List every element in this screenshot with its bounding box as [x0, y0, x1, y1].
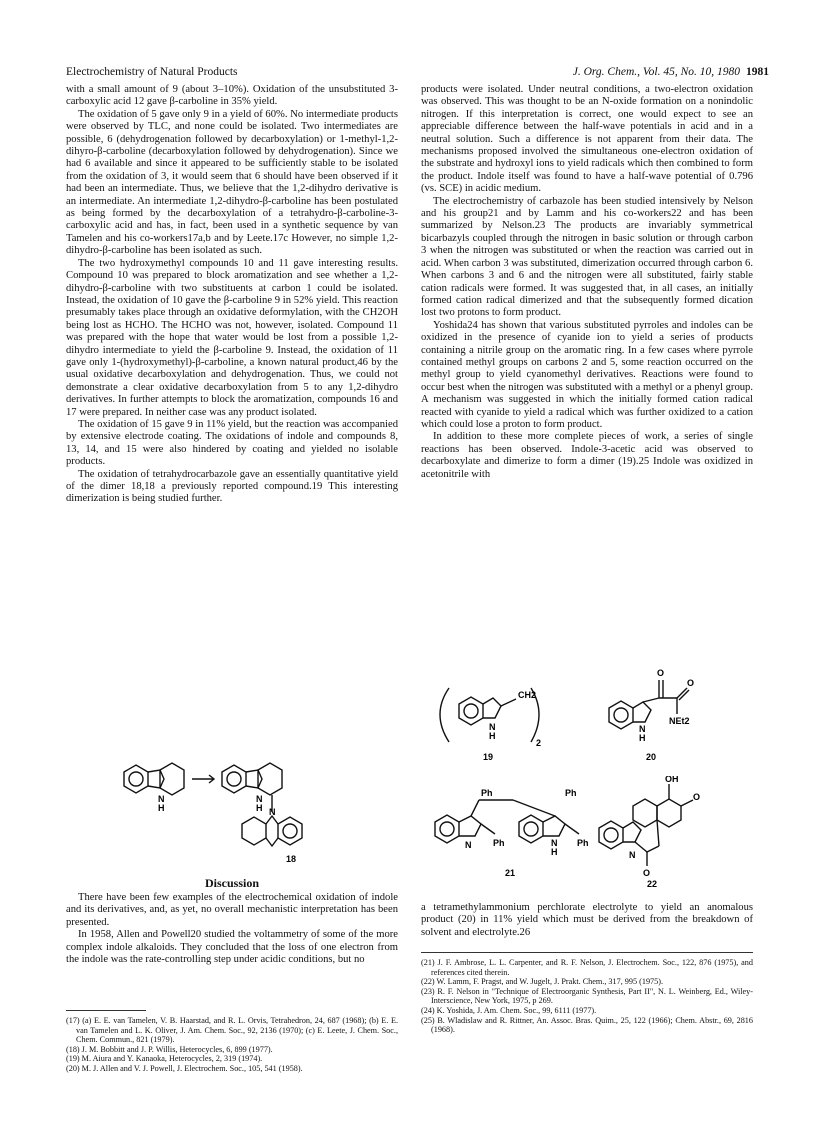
footnote: (17) (a) E. E. van Tamelen, V. B. Haarstad, and R. L. Orvis, Tetrahedron, 24, 687 (1968); (b) E. E. van Tamelen and L. K. Oliver, J. Am. Chem. Soc., 92, 2136 (1970); (c) E. Leete, J. Chem. Soc., Chem. Commun., 821 (1979). — [66, 1016, 398, 1045]
n-label: N — [629, 850, 636, 860]
paragraph: a tetramethylammonium perchlorate electrolyte to yield an anomalous product (20) in 11% yield which must be derived from the breakdown of solvent and electrolyte.26 — [421, 902, 753, 938]
compound-21-label: 21 — [505, 868, 516, 878]
h-label: H — [551, 847, 558, 857]
discussion-body — [66, 892, 398, 966]
h-label: H — [639, 733, 646, 743]
ph-label: Ph — [481, 788, 493, 798]
h-label: H — [256, 803, 263, 813]
compound-20-label: 20 — [646, 752, 657, 762]
ph-label: Ph — [577, 838, 589, 848]
page-number: 1981 — [746, 66, 769, 78]
paragraph: Yoshida24 has shown that various substituted pyrroles and indoles can be oxidized in the presence of cyanide ion to yield a series of products containing a nitrile group on the aromatic ring. In a few cases where pyrrole contained methyl groups on carbons 2 and 5, some reaction occurred on the methyl group to yield cyanomethyl derivatives. Reactions were found to occur best when the nitrogen was substituted with a methyl or a phenyl group. A mechanism was suggested in which the initially formed cation radical reacted with cyanide to yield a radical which was further oxidized to a cation which could lose a proton to form product. — [421, 319, 753, 430]
n-label: N — [256, 794, 263, 804]
footnote-rule — [66, 1010, 146, 1011]
o-label: O — [693, 792, 701, 802]
paragraph: The oxidation of tetrahydrocarbazole gave an essentially quantitative yield of the dimer 18,18 a previously reported compound.19 This interesting dimerization is being studied further. — [66, 468, 398, 505]
n-label: N — [465, 840, 472, 850]
n-label: N — [489, 722, 496, 732]
structures-21-22-figure — [421, 776, 753, 888]
footnote: (18) J. M. Bobbitt and J. P. Willis, Heterocycles, 6, 899 (1977). — [66, 1044, 273, 1054]
ph-label: Ph — [565, 788, 577, 798]
running-header-right — [573, 66, 769, 78]
footnotes-right — [421, 958, 753, 1035]
footnote: (24) K. Yoshida, J. Am. Chem. Soc., 99, 6111 (1977). — [421, 1005, 597, 1015]
paragraph: with a small amount of 9 (about 3–10%). Oxidation of the unsubstituted 3-carboxylic acid 12 gave β-carboline in 35% yield. — [66, 84, 398, 108]
h-label: H — [158, 803, 165, 813]
footnote: (19) M. Aiura and Y. Kanaoka, Heterocycles, 2, 319 (1974). — [66, 1054, 263, 1064]
oh-label: OH — [665, 776, 679, 784]
structures-19-20-figure — [421, 666, 753, 776]
n-label: N — [551, 838, 558, 848]
left-column — [66, 84, 398, 506]
net2-label: NEt2 — [669, 716, 690, 726]
paragraph: The oxidation of 15 gave 9 in 11% yield, but the reaction was accompanied by extensive electrode coating. The oxidations of indole and compounds 8, 13, 14, and 15 were also hindered by coating and yielded no isolable products. — [66, 418, 398, 468]
footnote: (21) J. F. Ambrose, L. L. Carpenter, and R. F. Nelson, J. Electrochem. Soc., 122, 876 (1975), and references cited therein. — [421, 958, 753, 977]
paragraph: products were isolated. Under neutral conditions, a two-electron oxidation was observed. This was thought to be an N-oxide formation on a nonindolic nitrogen. If this interpretation is correct, one would expect to see an appreciable difference between the half-wave potentials in acid and in a neutral solution. Such a difference is not apparent from their data. The mechanisms proposed involved the simultaneous one-electron oxidation of the substrate and hydroxyl ions to yield radicals which then combined to form the product. Indole itself was found to have a half-wave potential of 0.796 (vs. SCE) in acidic medium. — [421, 84, 753, 195]
ph-label: Ph — [493, 838, 505, 848]
o-label: O — [643, 868, 651, 878]
compound-18-label: 18 — [286, 854, 297, 864]
h-label: H — [489, 731, 496, 741]
subscript-2-label: 2 — [536, 738, 542, 748]
compound-22-label: 22 — [647, 879, 658, 888]
paragraph: The oxidation of 5 gave only 9 in a yield of 60%. No intermediate products were observed by TLC, and none could be isolated. Two intermediates are possible, 6 (dehydrogenation followed by decarboxylation) or 1-methyl-1,2-dihyro-β-carboline (decarboxylation followed by dehydrogenation). Since we had 6 available and since it appeared to be sufficiently stable to be isolated from the oxidation of 3, it would seem that 6 should have been observed if it had been an intermediate. Thus, we believe that the 1,2-dihydro derivative is an intermediate. An intermediate 1,2-dihydro-β-carboline has been postulated as being formed by the decarboxylation of a tetrahydro-β-carboline-3-carboxylic acid and has, in fact, been used in a synthetic sequence by van Tamelen and his co-workers17a,b and by Leete.17c However, no simple 1,2-dihydro-β-carboline has been isolated as such. — [66, 108, 398, 257]
footnotes-left — [66, 1016, 398, 1074]
footnote: (23) R. F. Nelson in "Technique of Electroorganic Synthesis, Part II", N. L. Weinberg, Ed., Wiley-Interscience, New York, 1975, p 269. — [421, 986, 753, 1006]
right-column — [421, 84, 753, 481]
paragraph: In addition to these more complete pieces of work, a series of single reactions has been observed. Indole-3-acetic acid was observed to decarboxylate and dimerize to form a dimer (19).25 Indole was oxidized in acetonitrile with — [421, 431, 753, 480]
journal-citation: J. Org. Chem., Vol. 45, No. 10, 1980 — [572, 66, 740, 78]
ch2-label: CH2 — [518, 690, 537, 700]
n-label: N — [158, 794, 165, 804]
footnote: (22) W. Lamm, F. Pragst, and W. Jugelt, J. Prakt. Chem., 317, 995 (1975). — [421, 977, 663, 987]
footnote-rule — [421, 952, 753, 953]
o-label: O — [657, 668, 665, 678]
paragraph: There have been few examples of the electrochemical oxidation of indole and its derivatives, and, as yet, no overall mechanistic interpretation has been presented. — [66, 892, 398, 928]
paragraph: The two hydroxymethyl compounds 10 and 11 gave interesting results. Compound 10 was prepared to block aromatization and see whether a 1,2-dihydro-β-carboline with two substituents at carbon 1 could be isolated. Instead, the oxidation of 10 gave the β-carboline 9 in 52% yield. This reaction presumably takes place through an oxidative deformylation, with the CH2OH being lost as HCHO. The HCHO was not, however, isolated. Compound 11 was prepared with the hope that water would be lost from a possible 1,2-dihydro intermediate to yield the β-carboline 9. Instead, the oxidation of 11 gave only 1-(hydroxymethyl)-β-carboline, a known natural product,46 by the usual oxidative decarboxylation and dehydrogenation. Thus, we could not demonstrate a clear oxidative decarboxylation from 5 to any 1,2-dihydro derivatives. In further attempts to block the aromatization, compounds 16 and 17 were prepared. In neither case was any product isolated. — [66, 257, 398, 418]
footnote: (25) B. Wladislaw and R. Rittner, An. Assoc. Bras. Quim., 25, 122 (1966); Chem. Abstr., 69, 2816 (1968). — [421, 1015, 753, 1035]
paragraph: The electrochemistry of carbazole has been studied intensively by Nelson and his group21 and by Lamm and his co-workers22 and has been summarized by Nelson.23 The products are invariably symmetrical bicarbazyls coupled through the nitrogen in basic solution or through carbon 3 when the nitrogen was substituted or when the reaction was carried out in acid. When carbon 3 was substituted, dimerization occurred through carbon 6. When carbons 3 and 6 and the nitrogen were all substituted, fairly stable cation radicals were formed. It was suggested that, in all cases, an initially formed cation radical dimerized and that the subsequently formed dication lost two protons to form product. — [421, 195, 753, 319]
compound-19-label: 19 — [483, 752, 494, 762]
structure-18-figure — [110, 750, 350, 875]
paragraph: In 1958, Allen and Powell20 studied the voltammetry of some of the more complex indole alkaloids. They concluded that the loss of one electron from the indole was the rate-controlling step under acidic conditions, but no — [66, 929, 398, 966]
footnote: (20) M. J. Allen and V. J. Powell, J. Electrochem. Soc., 105, 541 (1958). — [66, 1063, 303, 1073]
n-label: N — [269, 807, 276, 817]
running-header-left: Electrochemistry of Natural Products — [66, 66, 238, 78]
discussion-heading: Discussion — [204, 876, 260, 890]
n-label: N — [639, 724, 646, 734]
o-label: O — [687, 678, 695, 688]
